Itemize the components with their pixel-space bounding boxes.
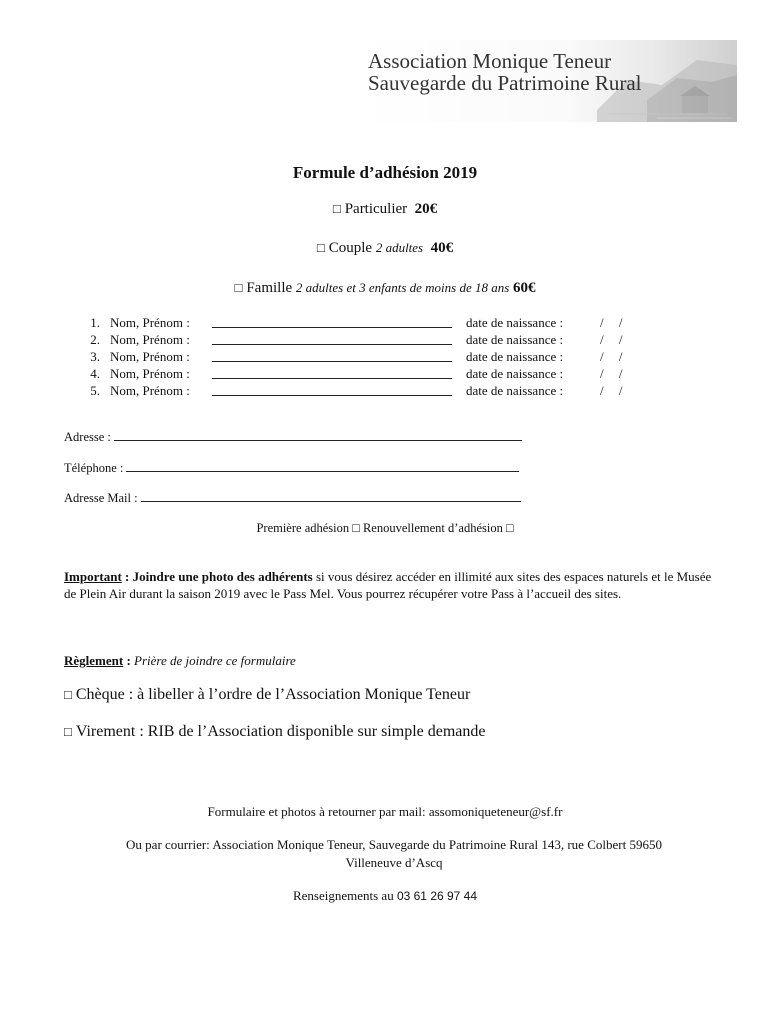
important-notice bbox=[64, 568, 724, 602]
member-name-label: Nom, Prénom : bbox=[110, 366, 190, 381]
checkbox-famille[interactable]: □ bbox=[234, 280, 243, 295]
members-list bbox=[86, 314, 646, 399]
phone-input[interactable] bbox=[126, 470, 519, 472]
member-row bbox=[86, 314, 646, 331]
reglement-colon: : bbox=[123, 653, 135, 668]
payment-cheque[interactable] bbox=[64, 686, 470, 704]
member-name-label: Nom, Prénom : bbox=[110, 349, 190, 364]
address-field bbox=[64, 430, 522, 445]
option-particulier-label: Particulier bbox=[344, 201, 408, 217]
footer-courrier-line1: Ou par courrier: Association Monique Teneur, Sauvegarde du Patrimoine Rural 143, rue Colbert 59650 bbox=[126, 837, 662, 852]
first-adhesion-label: Première adhésion bbox=[256, 521, 350, 535]
option-famille-note: 2 adultes et 3 enfants de moins de 18 ans bbox=[295, 280, 510, 295]
reglement-label: Règlement bbox=[64, 653, 124, 668]
renseignements-label: Renseignements au bbox=[292, 888, 394, 903]
member-name-label: Nom, Prénom : bbox=[110, 383, 190, 398]
option-couple-label: Couple bbox=[328, 240, 373, 256]
member-number: 4. bbox=[90, 366, 100, 381]
footer-mail: Formulaire et photos à retourner par mail: assomoniqueteneur@sf.fr bbox=[207, 804, 563, 819]
member-dob-label: date de naissance : bbox=[466, 349, 564, 364]
address-label: Adresse : bbox=[64, 430, 111, 444]
checkbox-cheque[interactable]: □ bbox=[64, 687, 72, 702]
reglement-note: Prière de joindre ce formulaire bbox=[134, 653, 296, 668]
member-row bbox=[86, 382, 646, 399]
important-colon: : bbox=[121, 569, 133, 584]
payment-virement[interactable] bbox=[64, 723, 486, 741]
member-name-input[interactable] bbox=[212, 327, 452, 328]
member-row bbox=[86, 348, 646, 365]
option-couple-note: 2 adultes bbox=[375, 240, 424, 255]
option-couple[interactable] bbox=[0, 240, 770, 257]
important-label: Important bbox=[64, 569, 122, 584]
member-dob-label: date de naissance : bbox=[466, 366, 564, 381]
member-name-input[interactable] bbox=[212, 378, 452, 379]
reglement-section bbox=[64, 653, 296, 669]
member-name-input[interactable] bbox=[212, 361, 452, 362]
option-famille[interactable] bbox=[0, 280, 770, 297]
association-title bbox=[368, 50, 642, 94]
email-field bbox=[64, 491, 521, 506]
phone-field bbox=[64, 461, 519, 476]
checkbox-first-adhesion[interactable]: □ bbox=[352, 521, 360, 535]
footer-courrier bbox=[64, 836, 724, 872]
option-famille-price: 60€ bbox=[513, 280, 536, 296]
member-dob-input[interactable]: / / bbox=[600, 315, 623, 330]
footer-renseignements bbox=[0, 888, 770, 904]
checkbox-virement[interactable]: □ bbox=[64, 724, 72, 739]
member-dob-input[interactable]: / / bbox=[600, 349, 623, 364]
option-couple-price: 40€ bbox=[430, 240, 454, 256]
header-banner bbox=[360, 40, 737, 122]
member-number: 2. bbox=[90, 332, 100, 347]
member-dob-input[interactable]: / / bbox=[600, 366, 623, 381]
member-dob-label: date de naissance : bbox=[466, 383, 564, 398]
payment-virement-label: Virement : RIB de l’Association disponible sur simple demande bbox=[75, 723, 486, 740]
footer-courrier-line2: Villeneuve d’Ascq bbox=[345, 855, 443, 870]
checkbox-renewal[interactable]: □ bbox=[505, 521, 514, 535]
email-input[interactable] bbox=[141, 500, 521, 502]
association-name: Association Monique Teneur bbox=[368, 49, 612, 73]
email-label: Adresse Mail : bbox=[64, 491, 138, 505]
member-dob-input[interactable]: / / bbox=[600, 383, 623, 398]
address-input[interactable] bbox=[114, 439, 522, 441]
important-text: si vous désirez accéder en illimité aux sites des espaces naturels et le Musée de Plein Air durant la saison 2019 avec le Pass Mel. Vous pourrez récupérer votre Pass à l’accueil des sites. bbox=[64, 569, 712, 601]
member-name-input[interactable] bbox=[212, 344, 452, 345]
association-subtitle: Sauvegarde du Patrimoine Rural bbox=[368, 71, 642, 95]
option-famille-label: Famille bbox=[246, 280, 293, 296]
form-title: Formule d’adhésion 2019 bbox=[292, 163, 478, 182]
member-dob-input[interactable]: / / bbox=[600, 332, 623, 347]
phone-number: 03 61 26 97 44 bbox=[396, 889, 478, 903]
renewal-label: Renouvellement d’adhésion bbox=[362, 521, 503, 535]
phone-label: Téléphone : bbox=[64, 461, 124, 475]
member-name-input[interactable] bbox=[212, 395, 452, 396]
member-name-label: Nom, Prénom : bbox=[110, 332, 190, 347]
adhesion-type bbox=[0, 521, 770, 536]
member-row bbox=[86, 365, 646, 382]
member-row bbox=[86, 331, 646, 348]
member-number: 3. bbox=[90, 349, 100, 364]
important-bold-text: Joindre une photo des adhérents bbox=[132, 569, 313, 584]
checkbox-couple[interactable]: □ bbox=[316, 240, 325, 255]
option-particulier[interactable] bbox=[0, 201, 770, 218]
member-number: 5. bbox=[90, 383, 100, 398]
payment-cheque-label: Chèque : à libeller à l’ordre de l’Association Monique Teneur bbox=[75, 686, 471, 703]
option-particulier-price: 20€ bbox=[414, 201, 438, 217]
member-number: 1. bbox=[90, 315, 100, 330]
member-dob-label: date de naissance : bbox=[466, 332, 564, 347]
member-dob-label: date de naissance : bbox=[466, 315, 564, 330]
checkbox-particulier[interactable]: □ bbox=[332, 201, 341, 216]
member-name-label: Nom, Prénom : bbox=[110, 315, 190, 330]
